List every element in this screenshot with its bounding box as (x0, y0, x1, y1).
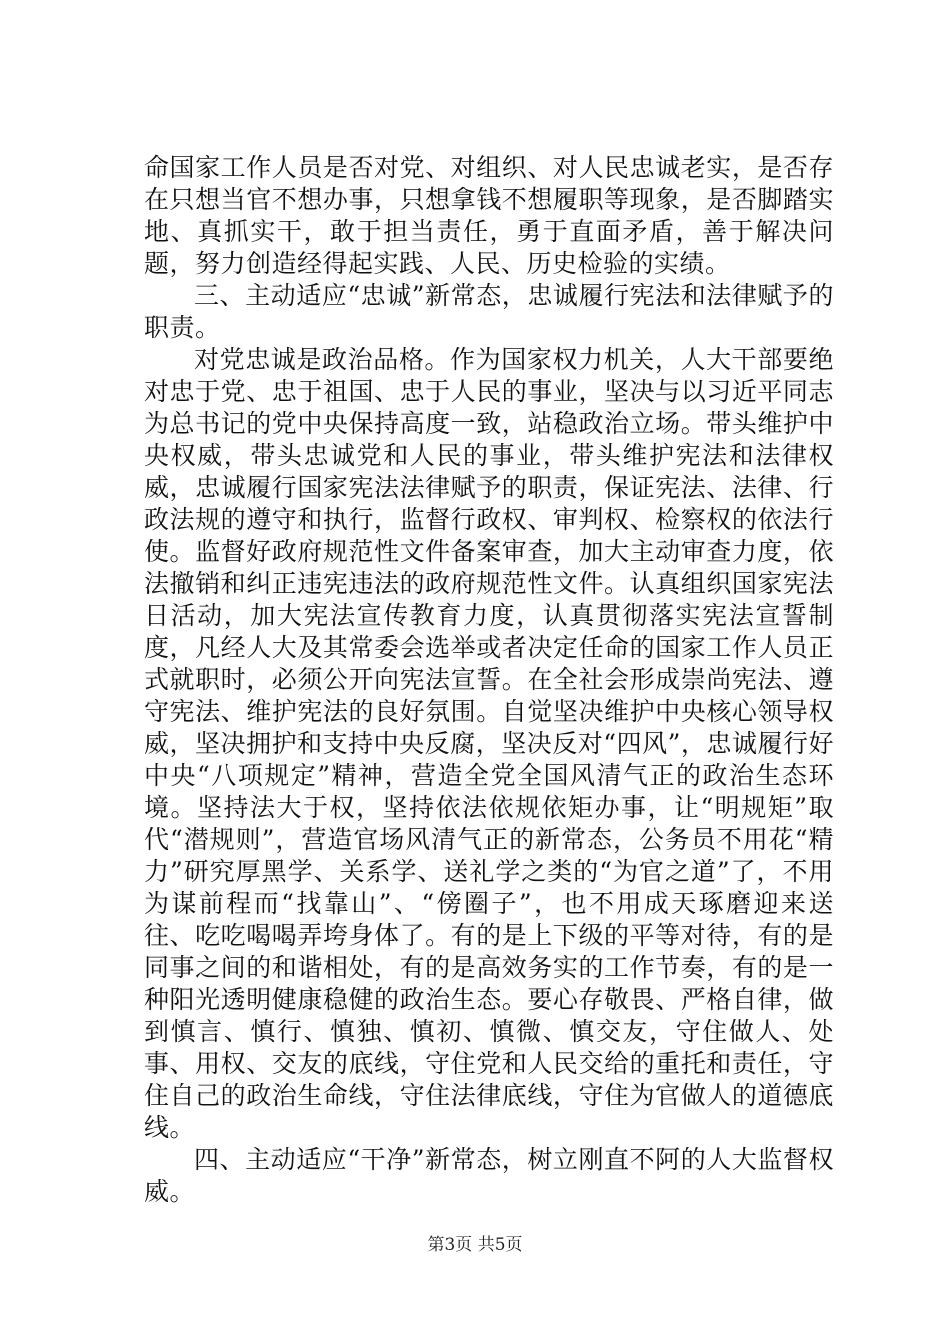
page-number-footer: 第3页 共5页 (427, 1235, 523, 1255)
section-heading-loyalty: 三、主动适应“忠诚”新常态，忠诚履行宪法和法律赋予的职责。 (144, 281, 834, 342)
section-heading-clean: 四、主动适应“干净”新常态，树立刚直不阿的人大监督权威。 (144, 1145, 834, 1206)
paragraph-continuation: 命国家工作人员是否对党、对组织、对人民忠诚老实，是否存在只想当官不想办事，只想拿钱不想履职等现象，是否脚踏实地、真抓实干，敢于担当责任，勇于直面矛盾，善于解决问题，努力创造经得起实践、人民、历史检验的实绩。 (144, 153, 834, 278)
document-body (144, 152, 834, 1208)
paragraph-loyalty-body: 对党忠诚是政治品格。作为国家权力机关，人大干部要绝对忠于党、忠于祖国、忠于人民的事业，坚决与以习近平同志为总书记的党中央保持高度一致，站稳政治立场。带头维护中央权威，带头忠诚党和人民的事业，带头维护宪法和法律权威，忠诚履行国家宪法法律赋予的职责，保证宪法、法律、行政法规的遵守和执行，监督行政权、审判权、检察权的依法行使。监督好政府规范性文件备案审查，加大主动审查力度，依法撤销和纠正违宪违法的政府规范性文件。认真组织国家宪法日活动，加大宪法宣传教育力度，认真贯彻落实宪法宣誓制度，凡经人大及其常委会选举或者决定任命的国家工作人员正式就职时，必须公开向宪法宣誓。在全社会形成崇尚宪法、遵守宪法、维护宪法的良好氛围。自觉坚决维护中央核心领导权威，坚决拥护和支持中央反腐，坚决反对“四风”，忠诚履行好中央“八项规定”精神，营造全党全国风清气正的政治生态环境。坚持法大于权，坚持依法依规依矩办事，让“明规矩”取代“潜规则”，营造官场风清气正的新常态，公务员不用花“精力”研究厚黑学、关系学、送礼学之类的“为官之道”了，不用为谋前程而“找靠山”、“傍圈子”，也不用成天琢磨迎来送往、吃吃喝喝弄垮身体了。有的是上下级的平等对待，有的是同事之间的和谐相处，有的是高效务实的工作节奏，有的是一种阳光透明健康稳健的政治生态。要心存敬畏、严格自律，做到慎言、慎行、慎独、慎初、慎微、慎交友，守住做人、处事、用权、交友的底线，守住党和人民交给的重托和责任，守住自己的政治生命线，守住法律底线，守住为官做人的道德底线。 (144, 345, 834, 1142)
